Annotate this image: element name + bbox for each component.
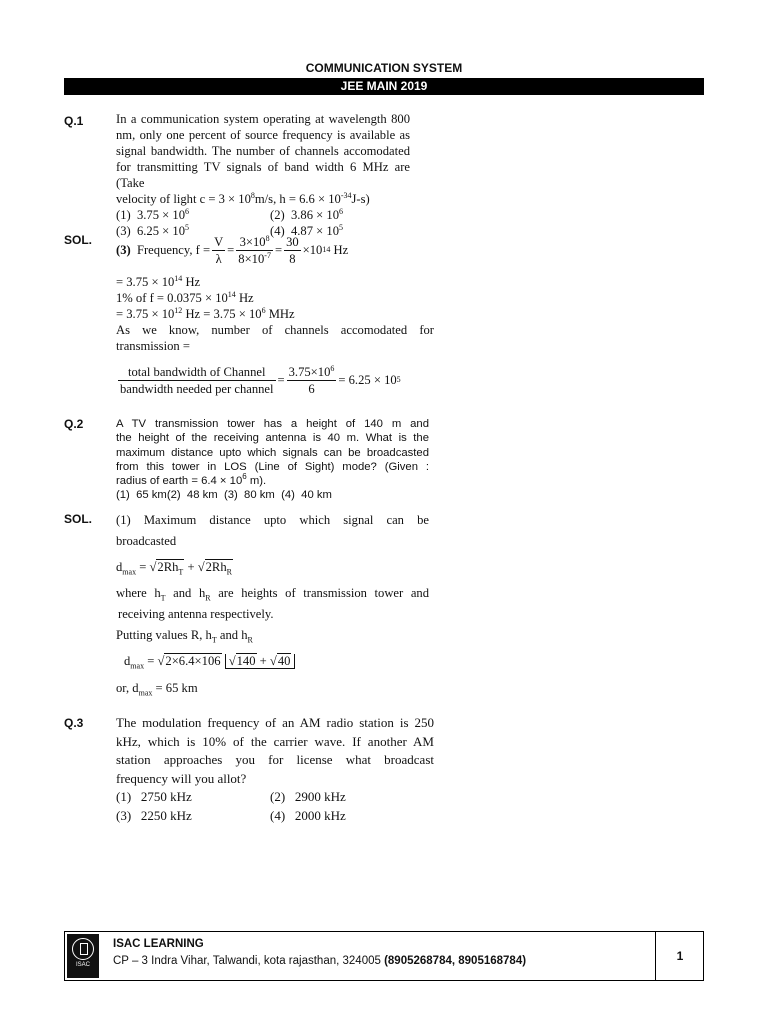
sol1-step: = $3.75 \times 10^{12}$ $Hz = 3.75 \times 10^6$ MHz <box>116 305 295 321</box>
sol1-text: transmission = <box>116 339 190 353</box>
sol1-body <box>116 232 434 400</box>
footer-divider <box>655 932 656 980</box>
q2-line: A TV transmission tower has a height of 140 m and <box>116 418 429 430</box>
q1-line: for transmitting TV signals of band width 6 MHz are (Take <box>116 160 410 190</box>
sol2-body <box>116 512 429 696</box>
q3-option-3: (3) 2250 kHz <box>116 807 192 823</box>
q2-question <box>116 417 429 503</box>
q3-options-row <box>116 807 434 826</box>
page-number: 1 <box>676 949 684 963</box>
q3-line: The modulation frequency of an AM radio station is 250 <box>116 715 434 730</box>
sol2-text: (1) Maximum distance upto which signal can be <box>116 513 429 527</box>
q3-line: frequency will you allot? <box>116 770 247 786</box>
sol2-calculation: $d_{max} = √2\times 6.4\times 106$ √140 + √40 <box>116 653 429 669</box>
q1-question <box>116 111 410 239</box>
q1-line: nm, only one percent of source frequency is available as <box>116 128 410 142</box>
q1-option-4: (4) $4.87 \times 10^5$ <box>270 222 344 238</box>
q2-line: from this tower in LOS (Line of Sight) mode? (Given : <box>116 460 429 473</box>
page-footer <box>64 931 704 981</box>
q1-option-3: (3) $6.25 \times 10^5$ <box>116 222 190 238</box>
sol2-text: broadcasted <box>116 534 177 548</box>
sol2-text: receiving antenna respectively. <box>118 607 274 621</box>
q1-label: Q.1 <box>64 114 84 128</box>
isac-logo: ISAC <box>67 934 99 978</box>
sol2-text: Putting values R, $h_T$ and $h_R$ <box>116 628 253 645</box>
exam-banner: JEE MAIN 2019 <box>64 78 704 95</box>
q1-option-1: (1) $3.75 \times 10^6$ <box>116 206 190 222</box>
q2-options: (1) 65 km(2) 48 km (3) 80 km (4) 40 km <box>116 489 332 502</box>
q3-option-2: (2) 2900 kHz <box>270 789 346 804</box>
q1-line-constants: velocity of light $c = 3 \times 10^8m/s$, $h = 6.6 \times 10^{-34}J-s$) <box>116 190 370 206</box>
sol1-step: = $3.75 \times 10^{14}$ Hz <box>116 273 201 289</box>
sol1-step: 1% of $f = 0.0375 \times 10^{14}$ Hz <box>116 289 254 305</box>
sol2-label: SOL. <box>64 512 93 526</box>
sol1-text: As we know, number of channels accomodated for <box>116 323 434 337</box>
q3-option-1: (1) 2750 kHz <box>116 789 192 804</box>
q1-line: signal bandwidth. The number of channels accomodated <box>116 144 410 158</box>
fraction: $\frac{3\times 10^8}{8\times 10^{-7}}$ <box>238 233 271 266</box>
q2-line: the height of the receiving antenna is 40 m. What is the <box>116 432 429 445</box>
q3-question <box>116 714 434 825</box>
sol2-text: where $h_T$ and $h_R$ are heights of transmission tower and <box>116 586 429 603</box>
page-title: COMMUNICATION SYSTEM <box>305 61 463 75</box>
q1-options-row <box>116 207 410 223</box>
q2-line-radius: radius of earth = $6.4 \times 10^6$ m). <box>116 472 267 488</box>
institute-name: ISAC LEARNING <box>113 938 204 950</box>
q3-option-4: (4) 2000 kHz <box>270 807 346 823</box>
q3-options-row <box>116 788 434 807</box>
fraction: $\frac{\text{total bandwidth of Channel}}{\text{bandwidth needed per channel}}$ <box>120 364 274 396</box>
fraction: $\frac{V}{\lambda}$ <box>214 234 224 266</box>
phone-numbers: (8905268784, 8905168784) <box>384 955 527 967</box>
q3-label: Q.3 <box>64 716 84 730</box>
sol2-result: or, $d_{max} = 65$ km <box>116 681 198 698</box>
institute-address: CP – 3 Indra Vihar, Talwandi, kota rajasthan, 324005 (8905268784, 8905168784) <box>113 955 527 967</box>
q2-line: maximum distance upto which signals can be broadcasted <box>116 446 429 459</box>
sol1-label: SOL. <box>64 233 93 247</box>
sol1-frequency-equation: (3) Frequency, f = $\frac{V}{\lambda}$ = $\frac{3\times 10^8}{8\times 10^{-7}}$ = $\frac{30}{8}$ ×10 14 Hz <box>116 233 349 266</box>
fraction: $\frac{3.75\times 10^6}{6}$ <box>288 363 335 396</box>
fraction: $\frac{30}{8}$ <box>286 234 299 266</box>
q3-line: kHz, which is 10% of the carrier wave. If another AM <box>116 733 434 749</box>
door-icon <box>72 938 94 960</box>
q3-line: station approaches you for license what broadcast <box>116 752 434 767</box>
sol2-dmax-formula: $d_{max} = √2Rh_T + √2Rh_R$ <box>116 560 232 577</box>
q1-option-2: (2) $3.86 \times 10^6$ <box>270 206 344 222</box>
q2-label: Q.2 <box>64 417 84 431</box>
sol1-channels-equation: $\frac{\text{total bandwidth of Channel}}{\text{bandwidth needed per channel}}$ = $\frac{3.75\times 10^6}{6}$ = 6.25 × 10 5 <box>120 363 401 396</box>
q1-line: In a communication system operating at wavelength 800 <box>116 112 410 126</box>
